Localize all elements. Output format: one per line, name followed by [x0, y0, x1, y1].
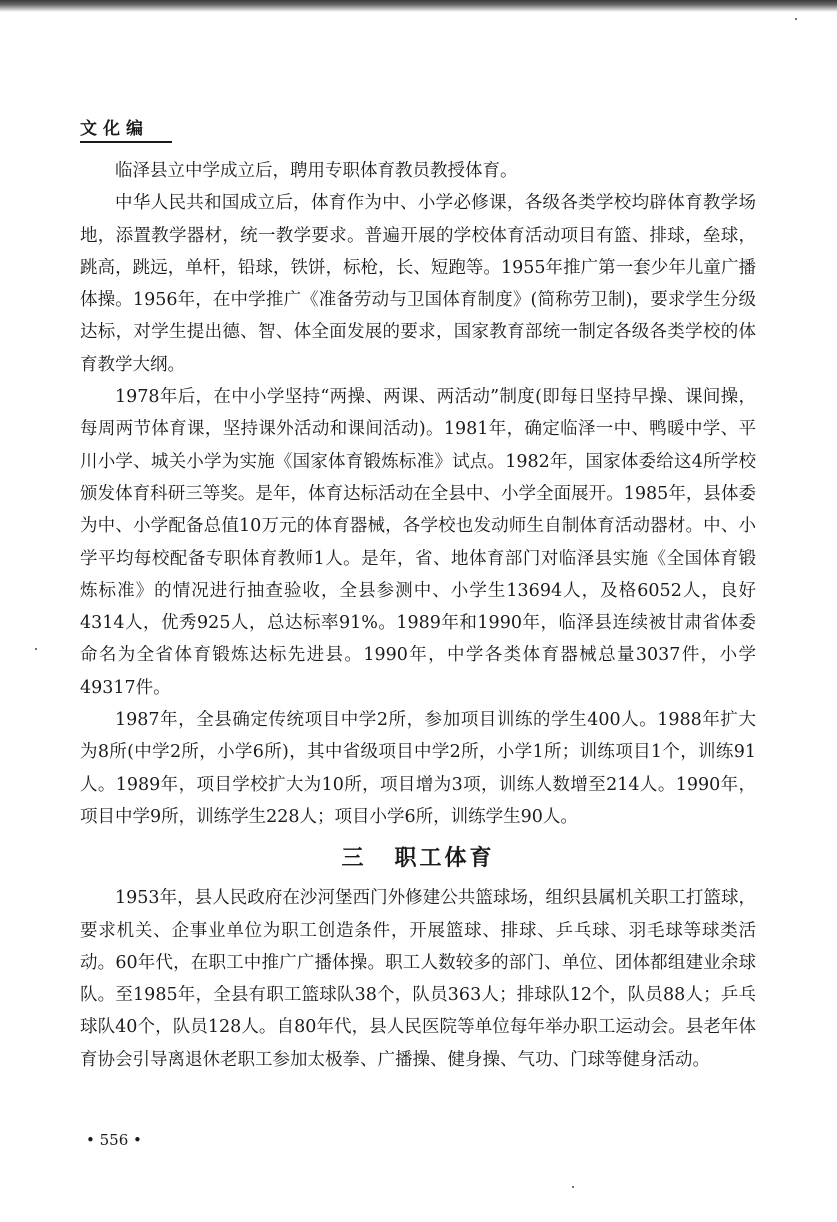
- scan-edge: [0, 0, 837, 12]
- scan-speck: [35, 648, 37, 650]
- paragraph: 1978年后，在中小学坚持“两操、两课、两活动”制度(即每日坚持早操、课间操，每周两节体育课，坚持课外活动和课间活动)。1981年，确定临泽一中、鸭暖中学、平川小学、城关小学为实施《国家体育锻炼标准》试点。1982年，国家体委给这4所学校颁发体育科研三等奖。是年，体育达标活动在全县中、小学全面展开。1985年，县体委为中、小学配备总值10万元的体育器械，各学校也发动师生自制体育活动器材。中、小学平均每校配备专职体育教师1人。是年，省、地体育部门对临泽县实施《全国体育锻炼标准》的情况进行抽查验收，全县参测中、小学生13694人，及格6052人，良好4314人，优秀925人，总达标率91%。1989年和1990年，临泽县连续被甘肃省体委命名为全省体育锻炼达标先进县。1990年，中学各类体育器械总量3037件，小学49317件。: [80, 387, 756, 698]
- section-number: 三: [341, 846, 367, 872]
- paragraph: 中华人民共和国成立后，体育作为中、小学必修课，各级各类学校均辟体育教学场地，添置教学器材，统一教学要求。普遍开展的学校体育活动项目有篮、排球，垒球，跳高，跳远，单杆，铅球，铁饼，标枪，长、短跑等。1955年推广第一套少年儿童广播体操。1956年，在中学推广《准备劳动与卫国体育制度》(简称劳卫制)，要求学生分级达标，对学生提出德、智、体全面发展的要求，国家教育部统一制定各级各类学校的体育教学大纲。: [80, 193, 756, 375]
- running-header: 文化编: [80, 119, 149, 139]
- scan-speck: [795, 18, 797, 20]
- paragraph: 1953年，县人民政府在沙河堡西门外修建公共篮球场，组织县属机关职工打篮球，要求机关、企事业单位为职工创造条件，开展篮球、排球、乒乓球、羽毛球等球类活动。60年代，在职工中推广广播体操。职工人数较多的部门、单位、团体都组建业余球队。至1985年，全县有职工篮球队38个，队员363人；排球队12个，队员88人；乒乓球队40个，队员128人。自80年代，县人民医院等单位每年举办职工运动会。县老年体育协会引导离退休老职工参加太极拳、广播操、健身操、气功、门球等健身活动。: [80, 888, 756, 1070]
- section-heading: [80, 845, 756, 873]
- main-text: [80, 155, 756, 1076]
- section-title: 职工体育: [394, 846, 495, 872]
- header-rule: [80, 141, 172, 143]
- scan-speck: [572, 1186, 574, 1188]
- paragraph: 临泽县立中学成立后，聘用专职体育教员教授体育。: [115, 161, 518, 181]
- paragraph: 1987年，全县确定传统项目中学2所，参加项目训练的学生400人。1988年扩大为8所(中学2所，小学6所)，其中省级项目中学2所，小学1所；训练项目1个，训练91人。1989年，项目学校扩大为10所，项目增为3项，训练人数增至214人。1990年，项目中学9所，训练学生228人；项目小学6所，训练学生90人。: [80, 710, 756, 827]
- page-number: • 556 •: [86, 1131, 142, 1149]
